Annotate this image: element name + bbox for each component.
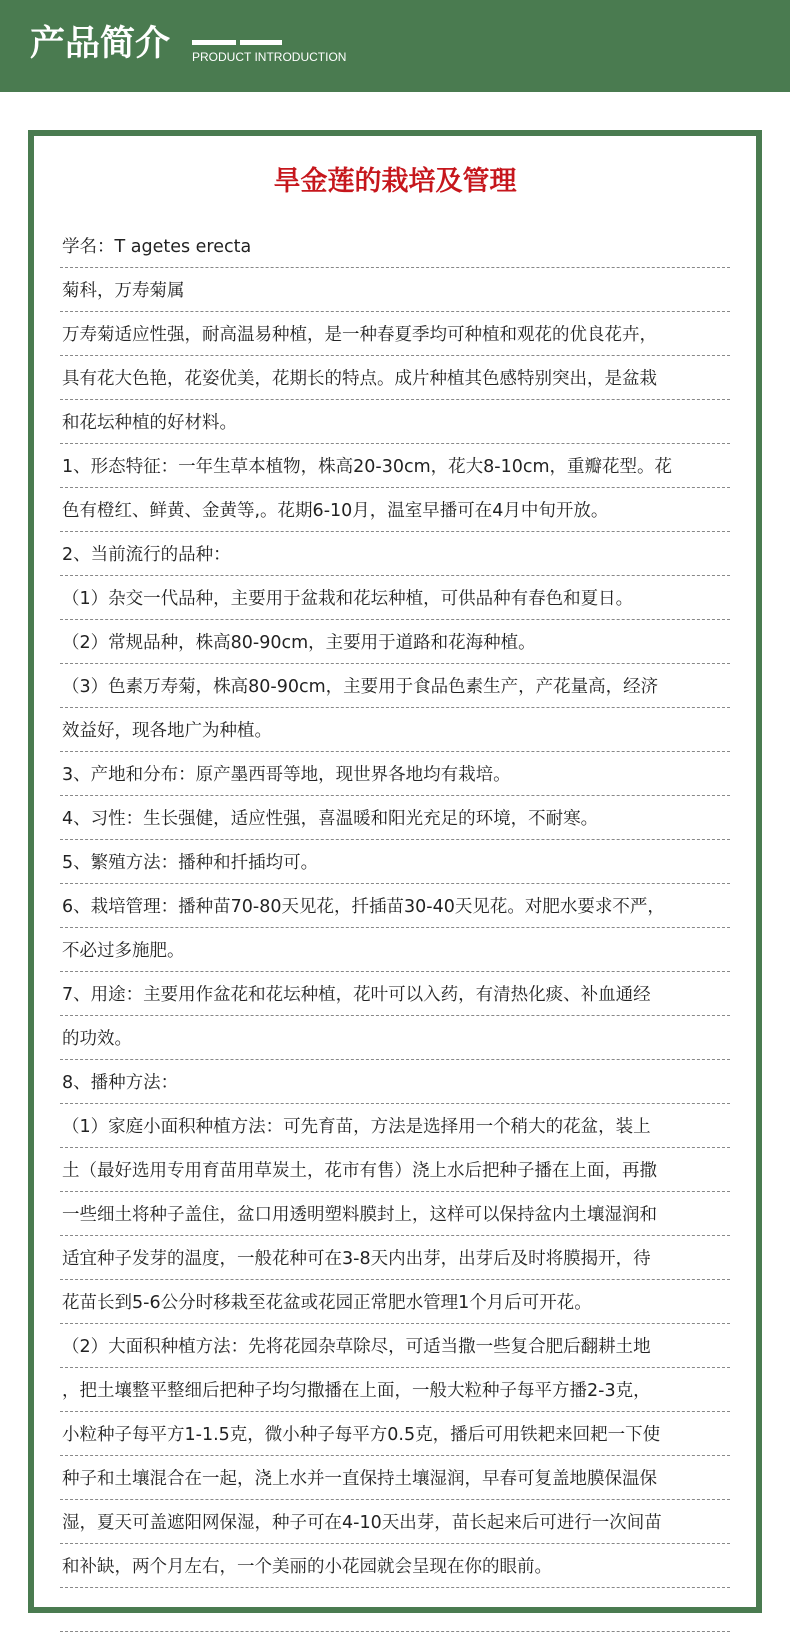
text-line: （1）杂交一代品种，主要用于盆栽和花坛种植，可供品种有春色和夏日。 — [60, 576, 730, 620]
text-line: （3）色素万寿菊，株高80-90cm，主要用于食品色素生产，产花量高，经济 — [60, 664, 730, 708]
header-subtitle: PRODUCT INTRODUCTION — [192, 50, 347, 64]
text-line: 具有花大色艳，花姿优美，花期长的特点。成片种植其色感特别突出，是盆栽 — [60, 356, 730, 400]
text-line: 菊科，万寿菊属 — [60, 268, 730, 312]
document-lines — [60, 224, 730, 1632]
document-title: 旱金莲的栽培及管理 — [273, 166, 517, 197]
text-line: （2）常规品种，株高80-90cm，主要用于道路和花海种植。 — [60, 620, 730, 664]
text-line: 的功效。 — [60, 1016, 730, 1060]
text-line: 效益好，现各地广为种植。 — [60, 708, 730, 752]
text-line: 花苗长到5-6公分时移栽至花盆或花园正常肥水管理1个月后可开花。 — [60, 1280, 730, 1324]
header-banner — [0, 0, 790, 92]
text-line: 种子和土壤混合在一起，浇上水并一直保持土壤湿润，早春可复盖地膜保温保 — [60, 1456, 730, 1500]
text-line: 湿，夏天可盖遮阳网保湿，种子可在4-10天出芽，苗长起来后可进行一次间苗 — [60, 1500, 730, 1544]
text-line: （1）家庭小面积种植方法：可先育苗，方法是选择用一个稍大的花盆，装上 — [60, 1104, 730, 1148]
text-line: 和补缺，两个月左右，一个美丽的小花园就会呈现在你的眼前。 — [60, 1544, 730, 1588]
text-line: ，把土壤整平整细后把种子均匀撒播在上面，一般大粒种子每平方播2-3克， — [60, 1368, 730, 1412]
text-line: （2）大面积种植方法：先将花园杂草除尽，可适当撒一些复合肥后翻耕土地 — [60, 1324, 730, 1368]
text-line: 一些细土将种子盖住，盆口用透明塑料膜封上，这样可以保持盆内土壤湿润和 — [60, 1192, 730, 1236]
content-frame — [28, 130, 762, 1613]
header-decor-bar — [240, 40, 282, 45]
text-line: 1、形态特征：一年生草本植物，株高20-30cm，花大8-10cm，重瓣花型。花 — [60, 444, 730, 488]
header-title: 产品简介 — [30, 24, 171, 64]
text-line: 6、栽培管理：播种苗70-80天见花，扦插苗30-40天见花。对肥水要求不严， — [60, 884, 730, 928]
text-line — [60, 1588, 730, 1632]
text-line: 7、用途：主要用作盆花和花坛种植，花叶可以入药，有清热化痰、补血通经 — [60, 972, 730, 1016]
text-line: 5、繁殖方法：播种和扦插均可。 — [60, 840, 730, 884]
text-line: 小粒种子每平方1-1.5克，微小种子每平方0.5克，播后可用铁耙来回耙一下使 — [60, 1412, 730, 1456]
text-line: 万寿菊适应性强，耐高温易种植，是一种春夏季均可种植和观花的优良花卉， — [60, 312, 730, 356]
text-line: 和花坛种植的好材料。 — [60, 400, 730, 444]
text-line: 学名：T agetes erecta — [60, 224, 730, 268]
text-line: 不必过多施肥。 — [60, 928, 730, 972]
text-line: 适宜种子发芽的温度，一般花种可在3-8天内出芽，出芽后及时将膜揭开，待 — [60, 1236, 730, 1280]
header-decor-bar — [192, 40, 236, 45]
text-line: 2、当前流行的品种： — [60, 532, 730, 576]
text-line: 色有橙红、鲜黄、金黄等,。花期6-10月，温室早播可在4月中旬开放。 — [60, 488, 730, 532]
text-line: 土（最好选用专用育苗用草炭土，花市有售）浇上水后把种子播在上面，再撒 — [60, 1148, 730, 1192]
text-line: 3、产地和分布：原产墨西哥等地，现世界各地均有栽培。 — [60, 752, 730, 796]
text-line: 8、播种方法： — [60, 1060, 730, 1104]
text-line: 4、习性：生长强健，适应性强，喜温暖和阳光充足的环境，不耐寒。 — [60, 796, 730, 840]
